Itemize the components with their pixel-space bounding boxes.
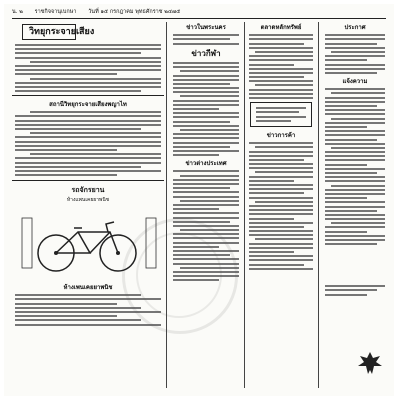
ad-shop-name: ห้างเพนเคยยาพนิช (63, 284, 113, 292)
column-section: แจ้งความ (342, 78, 368, 86)
issue-date: วันที่ ๑๕ กรกฎาคม พุทธศักราช ๒๔๗๕ (88, 9, 181, 15)
page-header (12, 6, 386, 19)
boxed-notice (250, 102, 312, 127)
column-title: ข่าวในพระนคร (186, 24, 226, 31)
article-text (325, 88, 385, 245)
column-banner: วิทยุกระจายเสียง (22, 24, 76, 40)
column-title: ตลาดหลักทรัพย์ (260, 24, 302, 31)
column-4 (322, 22, 388, 390)
column-rule (166, 22, 167, 388)
section-text (15, 111, 161, 176)
article-text (173, 62, 239, 156)
article-text (173, 170, 239, 281)
newspaper-page (4, 4, 394, 396)
garuda-emblem-icon (356, 350, 384, 378)
article-text (325, 34, 385, 74)
article-text (249, 142, 313, 270)
ad-subtitle: ห้างแพนเคยยาพนิช (66, 197, 110, 204)
article-text (173, 34, 239, 44)
closing-text (325, 285, 385, 295)
issue-info: ราชกิจจานุเบกษา (34, 9, 77, 15)
page-number: น. ๒ (12, 9, 23, 15)
article-text (249, 34, 313, 99)
article-text (15, 44, 161, 92)
column-2 (170, 22, 242, 390)
column-3 (246, 22, 316, 390)
column-section: ข่าวต่างประเทศ (185, 160, 227, 168)
column-rule (318, 22, 319, 388)
bicycle-illustration (14, 208, 164, 278)
bicycle-ad (14, 208, 162, 278)
column-1 (12, 22, 164, 390)
column-title: ประกาศ (344, 24, 366, 31)
ad-text (15, 294, 161, 325)
column-subtitle: ข่าวกีฬา (191, 48, 221, 58)
column-rule (244, 22, 245, 388)
column-section: ข่าวการค้า (266, 131, 296, 139)
ad-title: รถจักรยาน (71, 186, 105, 195)
section-title: สถานีวิทยุกระจายเสียงพญาไท (49, 101, 127, 109)
